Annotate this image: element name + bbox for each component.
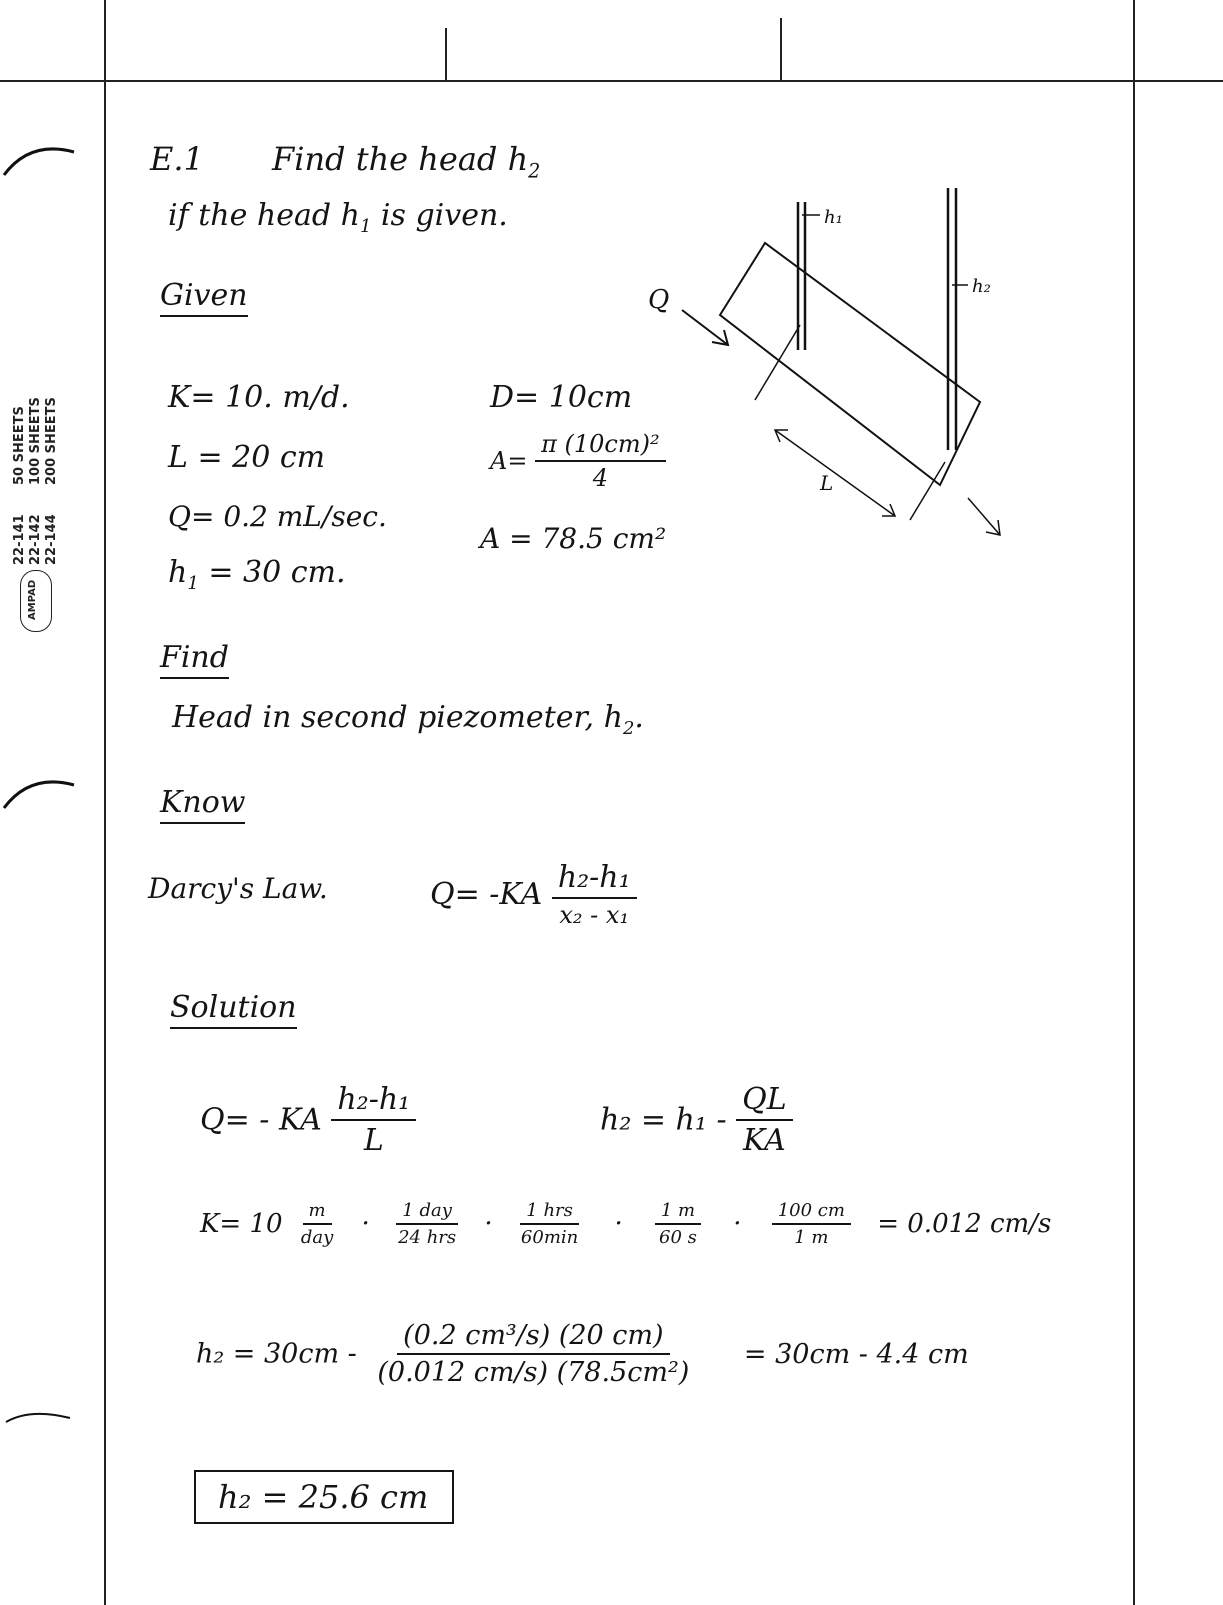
find-heading: Find xyxy=(160,640,229,679)
conv-term-5-den: 1 m xyxy=(794,1227,829,1248)
given-area-num: π (10cm)² xyxy=(535,430,666,462)
conv-term-3 xyxy=(515,1200,584,1248)
given-heading: Given xyxy=(160,278,248,317)
binder-hole-middle xyxy=(4,782,74,808)
diagram-h2-label: h₂ xyxy=(972,276,991,297)
head-calculation xyxy=(196,1320,969,1388)
conv-result: = 0.012 cm/s xyxy=(877,1209,1052,1239)
sheet-count-3: 200 SHEETS xyxy=(44,397,59,485)
problem-line-2-sub: 1 xyxy=(359,216,372,237)
binder-hole-top xyxy=(4,149,74,175)
piezometer-diagram xyxy=(620,180,1040,560)
conv-term-5-num: 100 cm xyxy=(772,1200,851,1225)
solution-eq-1-num: h₂-h₁ xyxy=(331,1082,416,1121)
know-law: Darcy's Law. xyxy=(148,872,328,905)
length-arrow xyxy=(775,430,895,516)
conv-term-2-num: 1 day xyxy=(396,1200,458,1225)
solution-eq-2 xyxy=(600,1082,793,1158)
sheet-code-3: 22-144 xyxy=(44,514,59,565)
given-area-den: 4 xyxy=(592,464,608,492)
solution-eq-1 xyxy=(200,1082,416,1158)
given-h1-sub: 1 xyxy=(187,573,199,594)
darcy-eq-fraction xyxy=(552,860,637,929)
conv-term-2 xyxy=(392,1200,462,1248)
given-d: D= 10cm xyxy=(490,380,633,415)
solution-eq-2-prefix: h₂ = h₁ - xyxy=(600,1102,727,1138)
problem-line-2-b: is given. xyxy=(371,198,508,233)
sheet-count-1: 50 SHEETS xyxy=(12,406,27,485)
conv-term-1 xyxy=(295,1200,339,1248)
find-text-a: Head in second piezometer, h xyxy=(172,700,623,735)
problem-line-1-sub: 2 xyxy=(528,159,541,183)
solution-eq-1-fraction xyxy=(331,1082,416,1158)
darcy-eq-den: x₂ - x₁ xyxy=(559,901,630,929)
find-text-b: . xyxy=(634,700,644,735)
given-k: K= 10. m/d. xyxy=(168,380,350,415)
conv-term-1-num: m xyxy=(303,1200,332,1225)
darcy-equation xyxy=(430,860,637,929)
sheet-count-2: 100 SHEETS xyxy=(28,397,43,485)
sheet-code-2: 22-142 xyxy=(28,514,43,565)
conv-term-4-num: 1 m xyxy=(655,1200,701,1225)
solution-eq-1-prefix: Q= - KA xyxy=(200,1102,322,1138)
given-area-prefix: A= xyxy=(490,447,536,475)
binder-holes xyxy=(0,0,104,1605)
binder-hole-bottom xyxy=(6,1414,70,1422)
conv-term-4-den: 60 s xyxy=(659,1227,697,1248)
soil-column xyxy=(720,243,980,485)
given-h1 xyxy=(168,555,346,594)
problem-line-2 xyxy=(168,198,508,237)
given-l: L = 20 cm xyxy=(168,440,326,475)
conv-term-4 xyxy=(653,1200,703,1248)
given-q: Q= 0.2 mL/sec. xyxy=(168,500,387,533)
calc-den: (0.012 cm/s) (78.5cm²) xyxy=(377,1357,690,1388)
conv-term-3-num: 1 hrs xyxy=(520,1200,579,1225)
diagram-l-label: L xyxy=(820,471,834,495)
given-h1-a: h xyxy=(168,555,188,590)
final-answer: h₂ = 25.6 cm xyxy=(194,1470,454,1524)
margin-line-right xyxy=(1133,0,1135,1605)
conv-term-5 xyxy=(772,1200,851,1248)
darcy-eq-num: h₂-h₁ xyxy=(552,860,637,899)
solution-eq-2-den: KA xyxy=(742,1123,786,1158)
find-text-sub: 2 xyxy=(622,718,635,739)
calc-prefix: h₂ = 30cm - xyxy=(196,1338,357,1370)
problem-line-1 xyxy=(272,140,540,182)
solution-eq-2-num: QL xyxy=(736,1082,793,1121)
margin-line-left xyxy=(104,0,106,1605)
solution-eq-2-fraction xyxy=(736,1082,793,1158)
calc-fraction xyxy=(371,1320,695,1388)
column-divider-2 xyxy=(910,462,945,520)
problem-line-1-text: Find the head h xyxy=(272,140,529,178)
header-divider-1 xyxy=(445,28,447,80)
conv-prefix: K= 10 xyxy=(200,1209,283,1239)
diagram-q-label: Q xyxy=(648,285,670,315)
problem-line-2-a: if the head h xyxy=(168,198,360,233)
problem-number: E.1 xyxy=(150,140,204,178)
know-heading: Know xyxy=(160,785,245,824)
conv-term-2-den: 24 hrs xyxy=(398,1227,457,1248)
header-rule xyxy=(0,80,1223,82)
given-h1-b: = 30 cm. xyxy=(198,555,346,590)
calc-result: = 30cm - 4.4 cm xyxy=(743,1338,969,1370)
given-area-result: A = 78.5 cm² xyxy=(480,522,667,555)
darcy-eq-prefix: Q= -KA xyxy=(430,877,543,912)
sheet-code-1: 22-141 xyxy=(12,514,27,565)
conv-term-3-den: 60min xyxy=(520,1227,579,1248)
calc-num: (0.2 cm³/s) (20 cm) xyxy=(397,1320,669,1355)
conv-term-1-den: day xyxy=(300,1227,334,1248)
diagram-h1-label: h₁ xyxy=(824,207,843,228)
unit-conversion: K= 10 $\frac{m}{\text{day}}$ · $\frac{\text{1 day}}{\text{24 hrs}}$ · $\frac{\text{1 hrs}}{60\min}$ · $\frac{1 m}{60 s}$ · $\frac{100 cm}{1 m}$ = 0.012 cm/s xyxy=(200,1200,1052,1248)
solution-eq-1-den: L xyxy=(363,1123,384,1158)
ampad-brand: AMPAD xyxy=(27,579,38,620)
solution-heading: Solution xyxy=(170,990,297,1029)
find-text xyxy=(172,700,644,739)
outflow-arrow xyxy=(968,498,1000,535)
column-divider-1 xyxy=(755,325,800,400)
header-divider-2 xyxy=(780,18,782,80)
